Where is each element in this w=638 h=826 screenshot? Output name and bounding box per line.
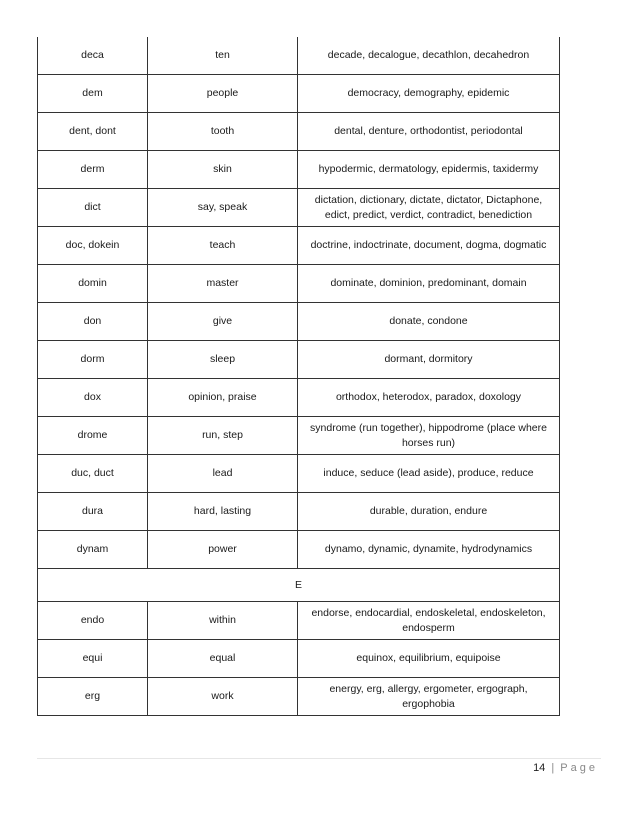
meaning-cell: master <box>148 265 298 303</box>
root-cell: erg <box>38 678 148 716</box>
page-number: 14 <box>533 762 546 774</box>
root-cell: endo <box>38 602 148 640</box>
root-cell: doc, dokein <box>38 227 148 265</box>
table-row <box>38 37 560 75</box>
examples-cell: durable, duration, endure <box>298 493 560 531</box>
examples-cell: dictation, dictionary, dictate, dictator, Dictaphone, edict, predict, verdict, contradict, benediction <box>298 189 560 227</box>
table-row <box>38 189 560 227</box>
examples-cell: hypodermic, dermatology, epidermis, taxidermy <box>298 151 560 189</box>
root-cell: drome <box>38 417 148 455</box>
root-cell: dox <box>38 379 148 417</box>
examples-cell: dental, denture, orthodontist, periodontal <box>298 113 560 151</box>
root-cell: dorm <box>38 341 148 379</box>
examples-cell: equinox, equilibrium, equipoise <box>298 640 560 678</box>
meaning-cell: work <box>148 678 298 716</box>
meaning-cell: within <box>148 602 298 640</box>
page-label: Page <box>560 762 598 774</box>
table-row <box>38 493 560 531</box>
examples-cell: decade, decalogue, decathlon, decahedron <box>298 37 560 75</box>
examples-cell: induce, seduce (lead aside), produce, reduce <box>298 455 560 493</box>
examples-cell: energy, erg, allergy, ergometer, ergograph, ergophobia <box>298 678 560 716</box>
page-footer <box>533 762 598 774</box>
meaning-cell: equal <box>148 640 298 678</box>
table-row <box>38 341 560 379</box>
meaning-cell: say, speak <box>148 189 298 227</box>
table-row <box>38 417 560 455</box>
root-cell: derm <box>38 151 148 189</box>
table-row <box>38 75 560 113</box>
examples-cell: doctrine, indoctrinate, document, dogma, dogmatic <box>298 227 560 265</box>
meaning-cell: people <box>148 75 298 113</box>
examples-cell: syndrome (run together), hippodrome (place where horses run) <box>298 417 560 455</box>
section-letter: E <box>38 569 560 602</box>
root-cell: duc, duct <box>38 455 148 493</box>
root-cell: don <box>38 303 148 341</box>
meaning-cell: hard, lasting <box>148 493 298 531</box>
word-roots-table <box>37 37 560 716</box>
table-row <box>38 678 560 716</box>
table-row <box>38 227 560 265</box>
table-row <box>38 265 560 303</box>
root-cell: dynam <box>38 531 148 569</box>
meaning-cell: ten <box>148 37 298 75</box>
examples-cell: dynamo, dynamic, dynamite, hydrodynamics <box>298 531 560 569</box>
examples-cell: dominate, dominion, predominant, domain <box>298 265 560 303</box>
examples-cell: endorse, endocardial, endoskeletal, endoskeleton, endosperm <box>298 602 560 640</box>
footer-separator: | <box>551 762 555 774</box>
table-row <box>38 113 560 151</box>
table-row <box>38 303 560 341</box>
examples-cell: donate, condone <box>298 303 560 341</box>
root-cell: dura <box>38 493 148 531</box>
meaning-cell: tooth <box>148 113 298 151</box>
footer-divider <box>37 758 601 759</box>
root-cell: dent, dont <box>38 113 148 151</box>
meaning-cell: teach <box>148 227 298 265</box>
meaning-cell: give <box>148 303 298 341</box>
root-cell: deca <box>38 37 148 75</box>
table-row <box>38 602 560 640</box>
examples-cell: orthodox, heterodox, paradox, doxology <box>298 379 560 417</box>
table-row <box>38 531 560 569</box>
meaning-cell: opinion, praise <box>148 379 298 417</box>
root-cell: dem <box>38 75 148 113</box>
root-cell: dict <box>38 189 148 227</box>
root-cell: domin <box>38 265 148 303</box>
section-header-row <box>38 569 560 602</box>
meaning-cell: run, step <box>148 417 298 455</box>
table-row <box>38 151 560 189</box>
root-cell: equi <box>38 640 148 678</box>
table-row <box>38 379 560 417</box>
examples-cell: dormant, dormitory <box>298 341 560 379</box>
examples-cell: democracy, demography, epidemic <box>298 75 560 113</box>
meaning-cell: power <box>148 531 298 569</box>
table-row <box>38 640 560 678</box>
meaning-cell: sleep <box>148 341 298 379</box>
table-row <box>38 455 560 493</box>
meaning-cell: skin <box>148 151 298 189</box>
word-roots-table-body <box>38 37 560 716</box>
meaning-cell: lead <box>148 455 298 493</box>
